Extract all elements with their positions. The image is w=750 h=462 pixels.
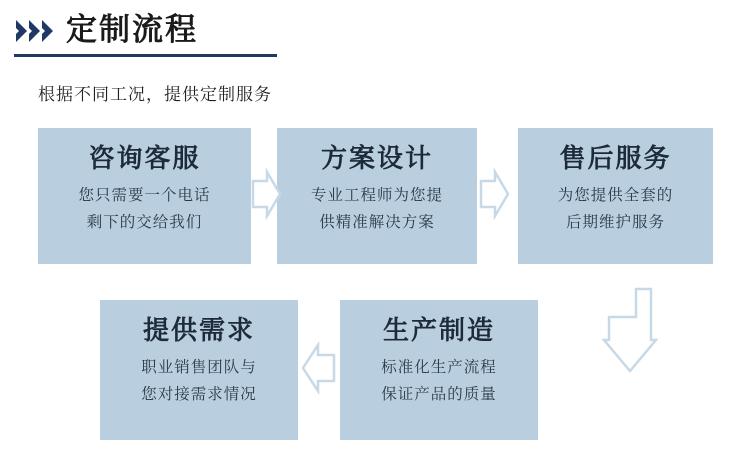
page-subtitle: 根据不同工况，提供定制服务 <box>38 85 272 104</box>
arrow-manufacture-to-requirement <box>299 340 337 396</box>
title-underline <box>14 54 277 57</box>
arrow-consult-to-design <box>250 168 282 220</box>
step-line: 后期维护服务 <box>565 213 665 231</box>
step-card-design <box>277 128 477 264</box>
step-card-manufacture <box>340 300 538 440</box>
page-title: 定制流程 <box>66 12 198 47</box>
step-title: 咨询客服 <box>88 143 201 173</box>
step-card-requirement <box>100 300 298 440</box>
step-line: 剩下的交给我们 <box>86 213 203 231</box>
step-line: 职业销售团队与 <box>141 358 257 376</box>
step-line: 为您提供全套的 <box>557 186 674 204</box>
step-card-consult <box>38 128 251 264</box>
step-line: 供精准解决方案 <box>319 213 435 231</box>
arrow-aftersales-to-manufacture <box>546 285 658 377</box>
step-title: 生产制造 <box>382 315 495 345</box>
step-title: 提供需求 <box>142 315 255 345</box>
page-header <box>14 10 279 54</box>
step-title: 方案设计 <box>320 143 433 173</box>
step-line: 您对接需求情况 <box>141 385 257 403</box>
step-line: 保证产品的质量 <box>381 385 497 403</box>
step-line: 您只需要一个电话 <box>78 186 211 204</box>
step-line: 专业工程师为您提 <box>310 186 443 204</box>
triple-chevron-right-icon <box>14 16 60 46</box>
step-line: 标准化生产流程 <box>381 358 497 376</box>
step-title: 售后服务 <box>559 143 672 173</box>
arrow-design-to-aftersales <box>478 168 510 220</box>
step-card-aftersales <box>518 128 713 264</box>
